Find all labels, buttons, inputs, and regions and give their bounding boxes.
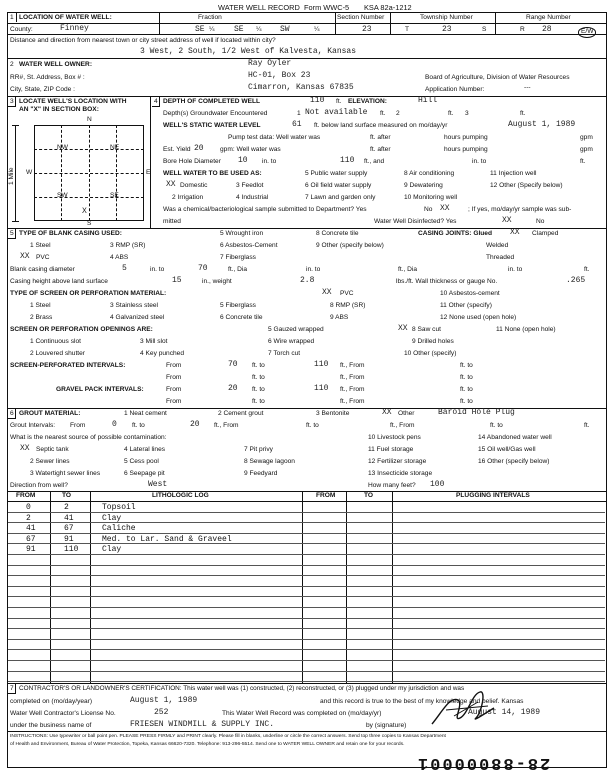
screen-6: 6 Concrete tile [220,314,263,321]
casing-weight-label: in., weight [202,278,232,285]
quarter-2: SE [234,25,244,34]
perf-1-to: 110 [314,360,329,369]
mile-label: 1 Mile [8,167,15,185]
table-row [8,650,605,661]
casing-2-mark: XX [20,252,30,261]
opening-9: 9 Drilled holes [412,338,454,345]
log-description-cell: Med. to Lar. Sand & Graveel [102,534,232,544]
compass-s: S [87,220,92,227]
distance-value: 3 West, 2 South, 1/2 West of Kalvesta, Kansas [140,47,357,56]
bore-value: 10 [238,156,248,165]
log-from-cell: 41 [26,524,36,534]
signature-image [428,688,498,730]
quarter-3-mark: ¼ [314,26,320,33]
static-level-date: August 1, 1989 [508,120,576,129]
contam-12: 12 Fertilizer storage [368,458,427,465]
contam-13: 13 Insecticide storage [368,470,433,477]
gravel-1b-to-label: ft. to [460,386,473,393]
footer-code: 28-88000001 [416,753,551,772]
certification-date-2: August 14, 1989 [468,708,541,717]
casing-6: 6 Asbestos-Cement [220,242,278,249]
grout-4: Other [398,410,415,417]
log-to-cell: 41 [64,513,74,523]
casing-1: 1 Steel [30,242,51,249]
grout-2: 2 Cement grout [218,410,264,417]
gw-1-ft: ft. [380,110,386,117]
distance-label: Distance and direction from nearest town or city street address of well if located within city? [10,37,276,44]
screen-8: 8 RMP (SR) [330,302,366,309]
use-4: 4 Industrial [236,194,269,201]
certification-completed-label: completed on (mo/day/year) [10,698,93,705]
screen-5: 5 Fiberglass [220,302,256,309]
quadrant-se: SE [110,192,119,199]
log-from-cell: 67 [26,534,36,544]
yield-label: Est. Yield [163,146,191,153]
section-4-number: 4 [154,98,158,105]
gw-2-ft: ft. [448,110,454,117]
use-6: 6 Oil field water supply [305,182,372,189]
table-row [8,661,605,672]
contam-3: 3 Watertight sewer lines [30,470,101,477]
grout-3: 3 Bentonite [316,410,350,417]
chem-mark: XX [440,204,450,213]
opening-5: 5 Gauzed wrapped [268,326,324,333]
bore-label: Bore Hole Diameter [163,158,221,165]
contamination-label: What is the nearest source of possible contamination: [10,434,167,441]
grout-to: 20 [190,420,200,429]
grout-1: 1 Neat cement [124,410,167,417]
section-5-number: 5 [10,230,14,237]
grout-to-2: ft. to [306,422,319,429]
yield-gpm-2: gpm [580,146,593,153]
screen-11: 11 Other (specify) [440,302,492,309]
city-label: City, State, ZIP Code : [10,86,75,93]
certification-date-1: August 1, 1989 [130,696,198,705]
section-3-label-2: AN "X" IN SECTION BOX: [19,106,99,113]
grout-other-value: Baroid Hole Plug [438,408,515,417]
wall-thickness-value: .265 [566,276,586,285]
table-row [8,502,605,513]
grout-intervals-label: Grout Intervals: [10,422,56,429]
grout-label: GROUT MATERIAL: [19,410,81,417]
table-row [8,672,605,683]
township-value: 23 [442,25,452,34]
use-1: Domestic [180,182,208,189]
form-title: WATER WELL RECORD [218,3,300,12]
gw-2-label: 2 [396,110,400,117]
casing-8: 8 Concrete tile [316,230,359,237]
r-label: R [520,26,525,33]
log-from-cell: 91 [26,545,36,555]
disinfected-label: Water Well Disinfected? Yes [374,218,457,225]
casing-4: 4 ABS [110,254,129,261]
chem-no: No [424,206,433,213]
table-row [8,523,605,534]
county-value: Finney [60,24,89,33]
joints-mark: XX [510,228,520,237]
casing-9: 9 Other (specify below) [316,242,384,249]
chem-mitted: mitted [163,218,181,225]
bore-ft-and: ft., and [364,158,385,165]
quarter-1-mark: ¼ [209,26,215,33]
pump-gpm: gpm [580,134,593,141]
use-8: 8 Air conditioning [404,170,455,177]
perf-1-from: 70 [228,360,238,369]
blank-in-to-2: in. to [306,266,321,273]
instructions-line-1: INSTRUCTIONS: Use typewriter or ball point pen. PLEASE PRESS FIRMLY and PRINT clearly. Please fill in blanks, underline or circle the correct answers. Send top three copies to Kansas Department [10,734,446,739]
screen-3: 3 Stainless steel [110,302,159,309]
gravel-1-to-label: ft. to [252,386,265,393]
contam-14: 14 Abandoned water well [478,434,552,441]
log-description-cell: Clay [102,545,122,555]
use-12: 12 Other (Specify below) [490,182,563,189]
contam-8: 8 Sewage lagoon [244,458,295,465]
address-value: HC-01, Box 23 [248,71,311,80]
opening-8: 8 Saw cut [412,326,441,333]
quarter-2-mark: ¼ [256,26,262,33]
license-label: Water Well Contractor's License No. [10,710,116,717]
gravel-1-from: 20 [228,384,238,393]
use-5: 5 Public water supply [305,170,368,177]
township-label: Township Number [420,14,473,21]
opening-11: 11 None (open hole) [496,326,556,333]
table-row [8,566,605,577]
t-label: T [405,26,410,33]
section-value: 23 [362,25,372,34]
use-11: 11 Injection well [490,170,537,177]
section-3-label-1: LOCATE WELL'S LOCATION WITH [19,98,127,105]
joints-welded: Welded [486,242,509,249]
log-to-cell: 91 [64,534,74,544]
casing-5: 5 Wrought iron [220,230,264,237]
perforated-intervals-label: SCREEN-PERFORATED INTERVALS: [10,362,126,369]
perf-1b-to-label: ft. to [460,362,473,369]
use-2: 2 Irrigation [172,194,204,201]
depth-label: DEPTH OF COMPLETED WELL [163,98,261,105]
log-from-cell: 2 [26,513,31,523]
gw-3-label: 3 [465,110,469,117]
opening-7: 7 Torch cut [268,350,301,357]
table-row [8,555,605,566]
contam-15: 15 Oil well/Gas well [478,446,536,453]
section-2-number: 2 [10,61,14,68]
casing-height-label: Casing height above land surface [10,278,108,285]
feet-value: 100 [430,480,445,489]
contam-16: 16 Other (specify below) [478,458,550,465]
compass-n: N [87,116,92,123]
screen-2: 2 Brass [30,314,53,321]
city-value: Cimarron, Kansas 67835 [248,83,354,92]
blank-ft-dia-2: ft., Dia [398,266,418,273]
use-label: WELL WATER TO BE USED AS: [163,170,262,177]
gw-3-ft: ft. [520,110,526,117]
quadrant-nw: NW [57,144,68,151]
table-row [8,619,605,630]
wall-thickness-label: lbs./ft. Wall thickness or gauge No. [396,278,498,285]
application-value: --- [524,84,531,91]
use-1-mark: XX [166,180,176,189]
gravel-1-ftf: ft., From [340,386,365,393]
section-1-label: LOCATION OF WATER WELL: [19,14,112,21]
casing-2: PVC [36,254,50,261]
pump-test-label: Pump test data: Well water was [228,134,321,141]
casing-label: TYPE OF BLANK CASING USED: [19,230,122,237]
compass-e: E [146,169,151,176]
bore-in-to: in. to [262,158,277,165]
screen-material-label: TYPE OF SCREEN OR PERFORATION MATERIAL: [10,290,167,297]
gravel-2b-to-label: ft. to [460,398,473,405]
section-6-number: 6 [10,410,14,417]
blank-ft: ft. [584,266,590,273]
contam-5: 5 Cess pool [124,458,159,465]
grout-ft: ft. [584,422,590,429]
section-number-label: Section Number [337,14,385,21]
ksa-number: KSA 82a-1212 [364,3,412,12]
fraction-label: Fraction [198,14,222,21]
groundwater-label: Depth(s) Groundwater Encountered [163,110,268,117]
opening-2: 2 Louvered shutter [30,350,85,357]
log-to-cell: 2 [64,503,69,512]
contam-10: 10 Livestock pens [368,434,421,441]
table-row [8,513,605,524]
gravel-2-ftf: ft., From [340,398,365,405]
s-label: S [482,26,487,33]
perf-2b-to-label: ft. to [460,374,473,381]
bore-depth: 110 [340,156,355,165]
grout-to-label: ft. to [132,422,145,429]
log-header-to: TO [62,492,72,499]
chem-label: Was a chemical/bacteriological sample submitted to Department? Yes [163,206,367,213]
form-number: Form WWC-5 [304,3,350,12]
bore-ft: ft. [580,158,586,165]
business-label: under the business name of [10,722,92,729]
log-header-from: FROM [16,492,36,499]
blank-diameter-label: Blank casing diameter [10,266,75,273]
grout-from: 0 [112,420,117,429]
static-level-mid: ft. below land surface measured on mo/day/yr [314,122,448,129]
screen-12: 12 None used (open hole) [440,314,517,321]
section-7-number: 7 [10,685,14,692]
log-header-from-2: FROM [316,492,336,499]
table-row [8,597,605,608]
contam-4: 4 Lateral lines [124,446,166,453]
depth-ft: ft. [336,98,342,105]
depth-value: 110 [310,96,325,105]
elevation-label: ELEVATION: [348,98,387,105]
record-completed-label: This Water Well Record was completed on (mo/day/yr) [222,710,382,717]
screen-4: 4 Galvanized steel [110,314,165,321]
blank-in-to-3: in. to [508,266,523,273]
pump-ft-after: ft. after [370,134,391,141]
compass-w: W [26,169,33,176]
perf-2-to-label: ft. to [252,374,265,381]
gravel-1-to: 110 [314,384,329,393]
log-description-cell: Caliche [102,524,136,534]
blank-depth-value: 70 [198,264,208,273]
section-1-number: 1 [10,14,14,21]
log-from-cell: 0 [26,503,31,512]
casing-joints-label: CASING JOINTS: Glued [418,230,493,237]
quarter-1: SE [195,25,205,34]
blank-ft-dia: ft., Dia [228,266,248,273]
contam-9: 9 Feedyard [244,470,278,477]
screen-10: 10 Asbestos-cement [440,290,500,297]
openings-label: SCREEN OR PERFORATION OPENINGS ARE: [10,326,153,333]
disinfected-mark: XX [502,216,512,225]
static-level-label: WELL'S STATIC WATER LEVEL [163,122,261,129]
log-description-cell: Clay [102,513,122,523]
gravel-2-from-label: From [166,398,182,405]
direction-value: West [148,480,168,489]
elevation-value: Hill [418,96,438,105]
use-10: 10 Monitoring well [404,194,458,201]
log-description-cell: Topsoil [102,503,136,512]
business-value: FRIESEN WINDMILL & SUPPLY INC. [130,720,275,729]
gw-1-value: Not available [305,108,368,117]
perf-2-from-label: From [166,374,182,381]
disinfected-no: No [536,218,545,225]
address-label: RR#, St. Address, Box # : [10,74,85,81]
static-level-value: 61 [292,120,302,129]
ew-value: E/W [578,27,596,38]
contam-6: 6 Seepage pit [124,470,165,477]
table-row [8,587,605,598]
contam-1: Septic tank [36,446,69,453]
table-row [8,629,605,640]
well-location-mark: X [82,207,87,216]
log-to-cell: 67 [64,524,74,534]
gravel-pack-label: GRAVEL PACK INTERVALS: [56,386,144,393]
log-header-lithologic: LITHOLOGIC LOG [152,492,209,499]
certification-line-1: CONTRACTOR'S OR LANDOWNER'S CERTIFICATION: This water well was (1) constructed, (2) reconstructed, or (3) plugged under my jurisdiction and was [19,685,465,692]
section-3-number: 3 [10,98,14,105]
table-row [8,544,605,555]
contam-2: 2 Sewer lines [30,458,70,465]
section-2-label: WATER WELL OWNER: [19,61,93,68]
perf-1-from-label: From [166,362,182,369]
contam-7: 7 Pit privy [244,446,273,453]
opening-10: 10 Other (specify) [404,350,457,357]
quadrant-ne: NE [110,144,120,151]
opening-4: 4 Key punched [140,350,184,357]
range-value: 28 [542,25,552,34]
joints-threaded: Threaded [486,254,515,261]
grout-to-3: ft. to [490,422,503,429]
gravel-1-from-label: From [166,386,182,393]
application-label: Application Number: [425,86,485,93]
table-row [8,608,605,619]
certification-line-2: and this record is true to the best of my knowledge and belief. Kansas [320,698,524,705]
opening-1: 1 Continuous slot [30,338,81,345]
contam-1-mark: XX [20,444,30,453]
screen-7-mark: XX [322,288,332,297]
opening-3: 3 Mill slot [140,338,168,345]
grout-4-mark: XX [382,408,392,417]
table-row [8,640,605,651]
blank-diameter-value: 5 [122,264,127,273]
signature-label: by (signature) [366,722,407,729]
perf-1-to-label: ft. to [252,362,265,369]
use-3: 3 Feedlot [236,182,264,189]
casing-height-value: 15 [172,276,182,285]
casing-7: 7 Fiberglass [220,254,256,261]
feet-label: How many feet? [368,482,416,489]
yield-value: 20 [194,144,204,153]
table-row [8,534,605,545]
contam-11: 11 Fuel storage [368,446,414,453]
gw-1-label: 1 [297,110,301,117]
quarter-3: SW [280,25,290,34]
chem-tail: ; If yes, mo/day/yr sample was sub- [468,206,572,213]
use-9: 9 Dewatering [404,182,443,189]
joints-clamped: Clamped [532,230,559,237]
blank-in-to: in. to [150,266,165,273]
pump-hours: hours pumping [444,134,488,141]
casing-3: 3 RMP (SR) [110,242,146,249]
license-value: 252 [154,708,169,717]
use-7: 7 Lawn and garden only [305,194,376,201]
grout-ftf-2: ft., From [390,422,415,429]
table-row [8,576,605,587]
log-to-cell: 110 [64,545,79,555]
gravel-2-to-label: ft. to [252,398,265,405]
bore-in-to-2: in. to [472,158,487,165]
log-header-plugging: PLUGGING INTERVALS [456,492,530,499]
board-label: Board of Agriculture, Division of Water Resources [425,74,570,81]
perf-2-ftf: ft., From [340,374,365,381]
quadrant-sw: SW [57,192,68,199]
opening-8-mark: XX [398,324,408,333]
log-header-to-2: TO [364,492,374,499]
casing-weight-value: 2.8 [300,276,315,285]
range-label: Range Number [526,14,571,21]
screen-7: PVC [340,290,354,297]
yield-hours: hours pumping [444,146,488,153]
direction-label: Direction from well? [10,482,68,489]
opening-6: 6 Wire wrapped [268,338,315,345]
screen-9: 9 ABS [330,314,349,321]
yield-gpm: gpm: Well water was [220,146,281,153]
grout-ftf: ft., From [214,422,239,429]
yield-ft-after: ft. after [370,146,391,153]
perf-1-ftf: ft., From [340,362,365,369]
instructions-line-2: of Health and Environment, Bureau of Water Protection, Topeka, Kansas 66620-7320. Telephone: 913-296-5514. Send one to WATER WELL OWNER and retain one for your records. [10,742,405,747]
grout-from-label: From [70,422,86,429]
county-label: County: [10,26,33,33]
owner-value: Ray Oyler [248,59,292,68]
screen-1: 1 Steel [30,302,51,309]
